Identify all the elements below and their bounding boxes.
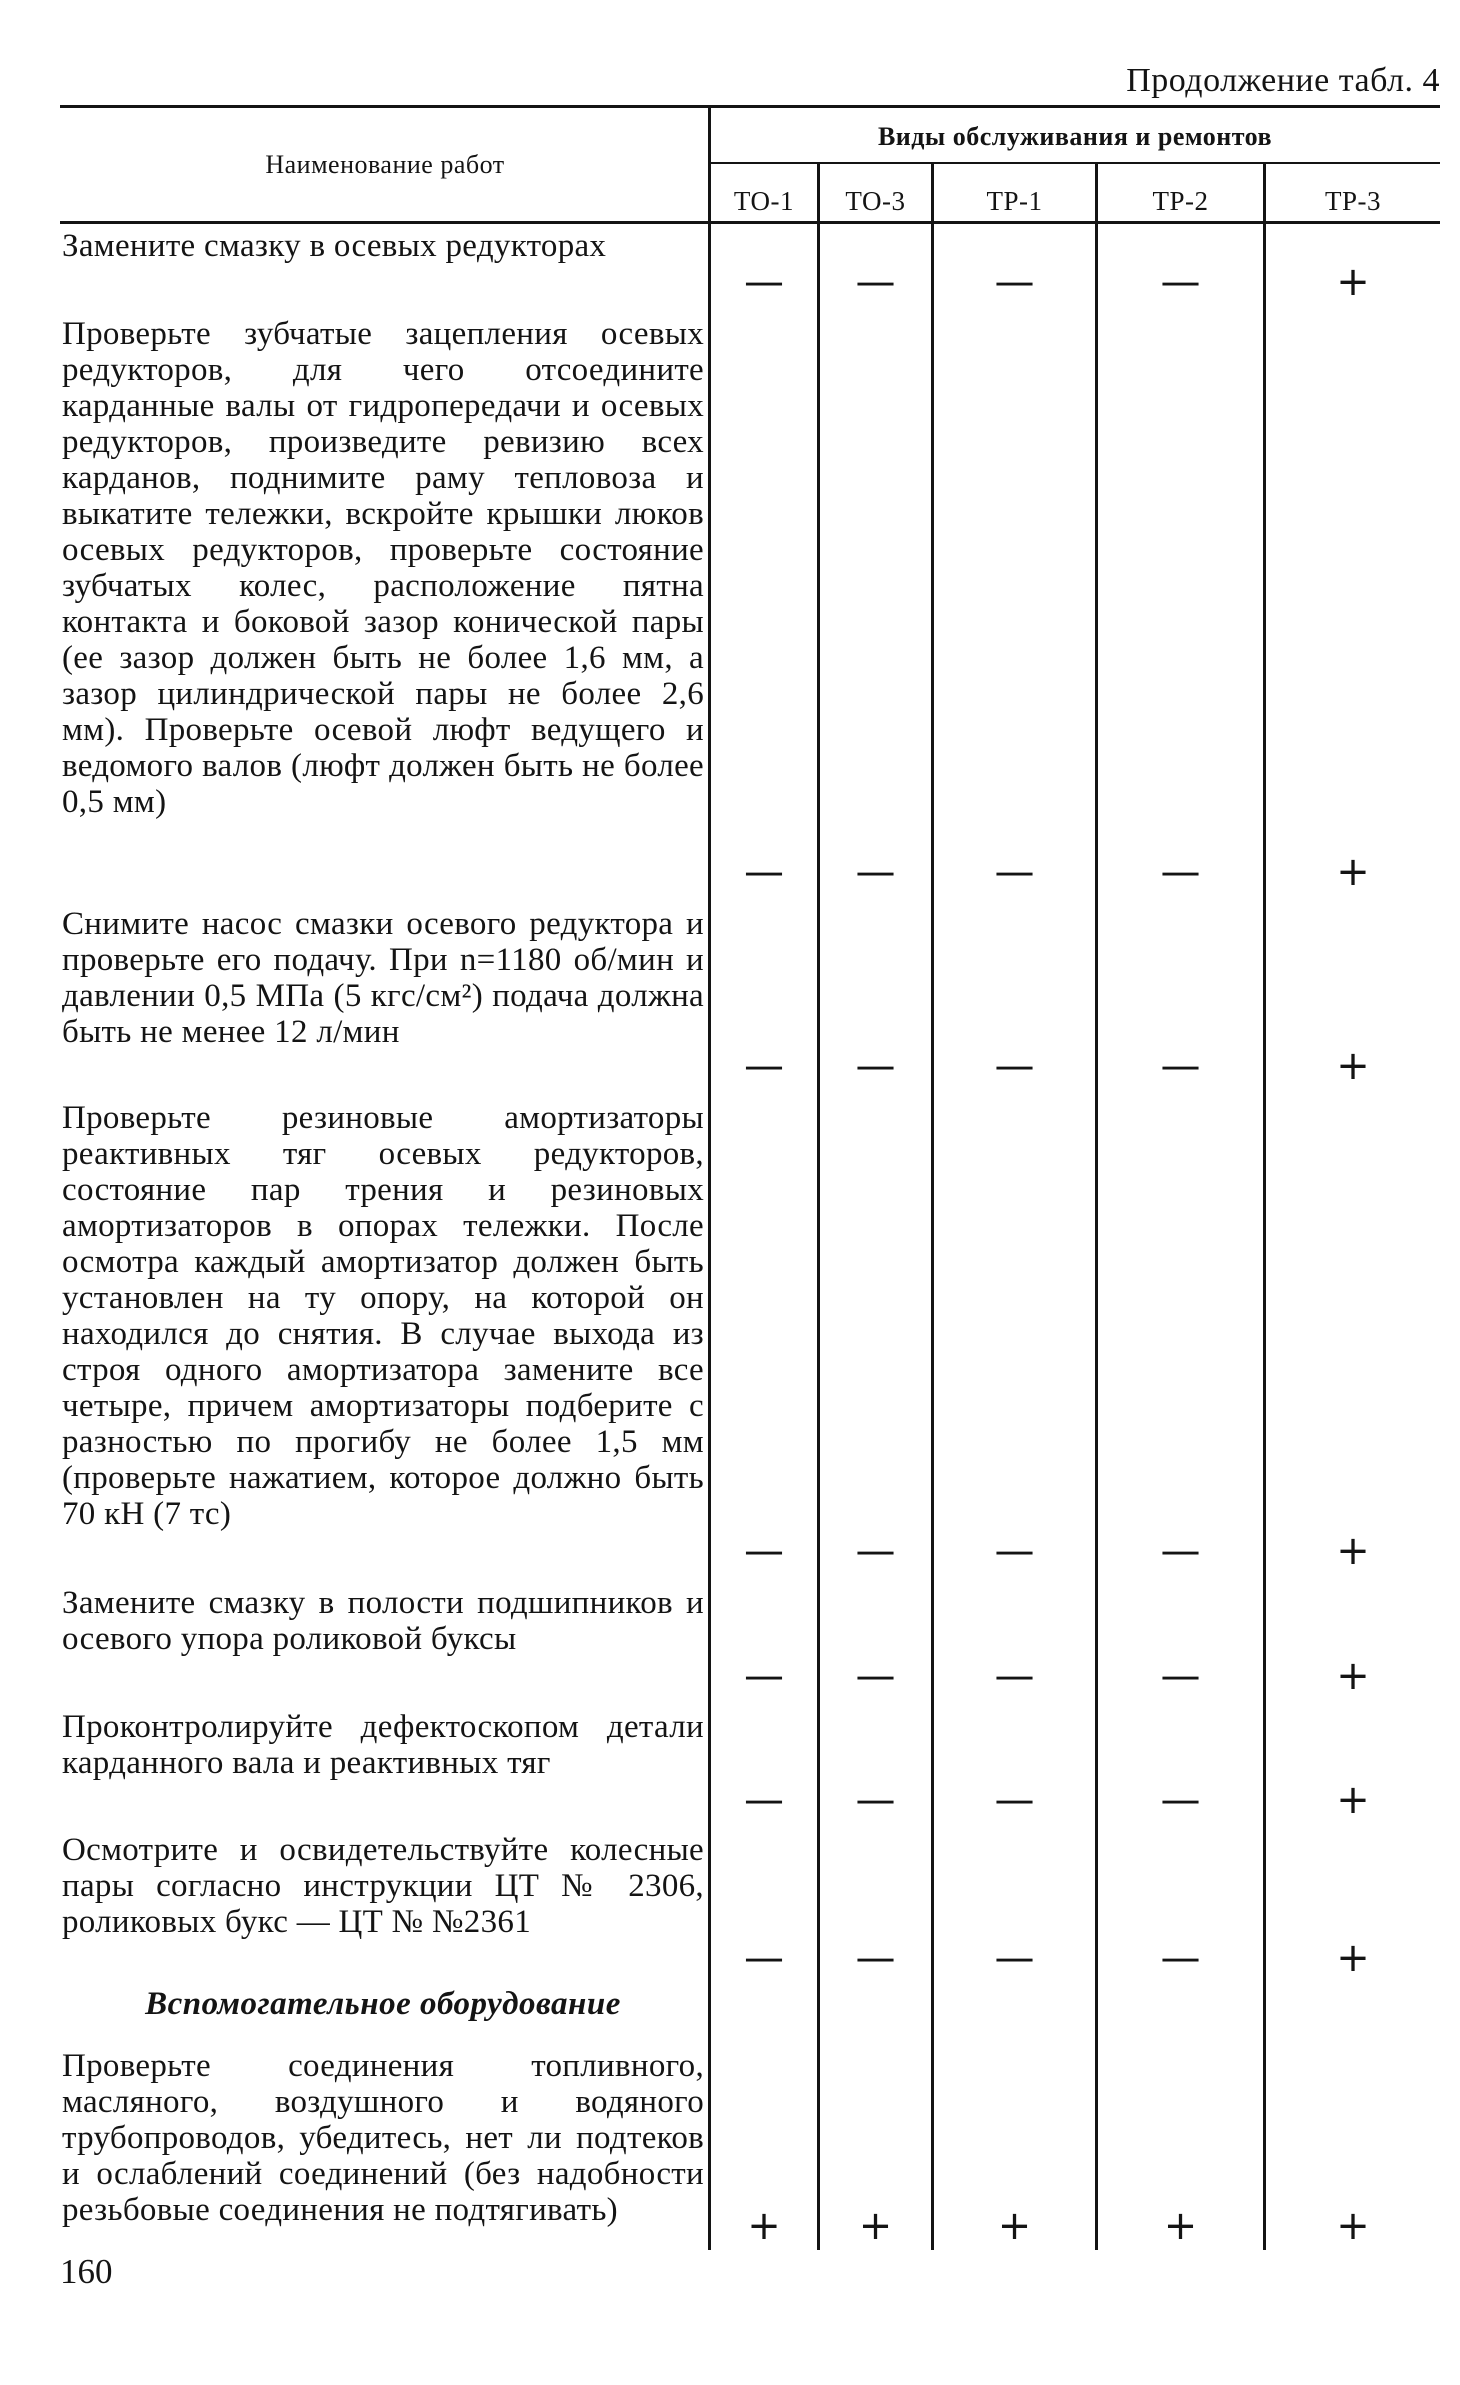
mark-to3: —	[855, 1653, 896, 1699]
mark-tr2: —	[1160, 1528, 1201, 1574]
work-description: Замените смазку в осевых редукторах	[62, 228, 607, 264]
column-divider	[1263, 162, 1266, 2250]
table-caption: Продолжение табл. 4	[1126, 62, 1440, 99]
mark-to3: —	[855, 849, 896, 895]
mark-to3: +	[858, 2203, 893, 2249]
work-description: Проверьте резиновые амортизаторы реактивных тяг осевых редукторов, состояние пар трения и резиновых амортизаторов в опорах тележки. После осмотра каждый амортизатор должен быть установлен на ту опору, на которой он находился до снятия. В случае выхода из строя одного амортизатора замените все четыре, причем амортизаторы подберите с разностью по прогибу не более 1,5 мм (проверьте нажатием, которое должно быть 70 кН (7 тс)	[62, 1100, 704, 1532]
mark-tr1: —	[994, 1528, 1035, 1574]
mark-tr3: +	[1336, 1043, 1370, 1089]
mark-tr2: —	[1160, 259, 1201, 305]
mark-tr2: —	[1160, 1935, 1201, 1981]
column-divider	[931, 162, 934, 2250]
mark-tr1: +	[997, 2203, 1032, 2249]
header-bottom-rule	[60, 221, 1440, 224]
mark-to3: —	[855, 1528, 896, 1574]
mark-tr2: —	[1160, 1653, 1201, 1699]
mark-to1: —	[744, 259, 784, 305]
mark-tr2: —	[1160, 1043, 1201, 1089]
mark-tr3: +	[1336, 849, 1370, 895]
mark-tr1: —	[994, 1043, 1035, 1089]
page-number: 160	[60, 2252, 113, 2291]
mark-to3: —	[855, 259, 896, 305]
work-description: Осмотрите и освидетельствуйте колесные пары согласно инструкции ЦТ № 2306, роликовых букс — ЦТ № №2361	[62, 1832, 704, 1940]
work-description: Проверьте соединения топливного, масляного, воздушного и водяного трубопроводов, убедитесь, нет ли подтеков и ослаблений соединений (без надобности резьбовые соединения не подтягивать)	[62, 2048, 704, 2228]
mark-to1: —	[744, 849, 784, 895]
mark-to3: —	[855, 1777, 896, 1823]
mark-tr3: +	[1336, 1653, 1370, 1699]
mark-tr1: —	[994, 849, 1035, 895]
section-title: Вспомогательное оборудование	[145, 1986, 621, 2022]
header-service-types: Виды обслуживания и ремонтов	[877, 122, 1273, 151]
mark-tr3: +	[1336, 1935, 1370, 1981]
mark-to3: —	[855, 1935, 896, 1981]
mark-to1: +	[747, 2203, 781, 2249]
table-top-rule	[60, 105, 1440, 108]
column-divider	[1095, 162, 1098, 2250]
mark-tr3: +	[1336, 259, 1370, 305]
mark-tr2: —	[1160, 1777, 1201, 1823]
mark-tr3: +	[1336, 1528, 1370, 1574]
work-description: Проверьте зубчатые зацепления осевых редукторов, для чего отсоедините карданные валы от гидропередачи и осевых редукторов, произведите ревизию всех карданов, поднимите раму тепловоза и выкатите тележки, вскройте крышки люков осевых редукторов, проверьте состояние зубчатых колес, расположение пятна контакта и боковой зазор конической пары (ее зазор должен быть не более 1,6 мм, а зазор цилиндрической пары не более 2,6 мм). Проверьте осевой люфт ведущего и ведомого валов (люфт должен быть не более 0,5 мм)	[62, 316, 704, 820]
header-work-name: Наименование работ	[265, 150, 505, 179]
mark-tr3: +	[1336, 1777, 1370, 1823]
mark-tr1: —	[994, 1777, 1035, 1823]
header-col-tr2: ТР-2	[1152, 186, 1209, 216]
mark-to1: —	[744, 1777, 784, 1823]
mark-tr1: —	[994, 1935, 1035, 1981]
mark-tr1: —	[994, 1653, 1035, 1699]
header-col-tr1: ТР-1	[986, 186, 1043, 216]
header-col-to3: ТО-3	[845, 186, 906, 216]
mark-tr1: —	[994, 259, 1035, 305]
mark-to3: —	[855, 1043, 896, 1089]
mark-tr3: +	[1336, 2203, 1370, 2249]
mark-tr2: +	[1163, 2203, 1198, 2249]
header-col-to1: ТО-1	[733, 186, 795, 216]
mark-to1: —	[744, 1935, 784, 1981]
work-description: Снимите насос смазки осевого редуктора и проверьте его подачу. При n=1180 об/мин и давлении 0,5 МПа (5 кгс/см²) подача должна быть не менее 12 л/мин	[62, 906, 704, 1050]
mark-to1: —	[744, 1043, 784, 1089]
work-description: Проконтролируйте дефектоскопом детали карданного вала и реактивных тяг	[62, 1709, 704, 1781]
mark-to1: —	[744, 1528, 784, 1574]
column-divider	[817, 162, 820, 2250]
work-description: Замените смазку в полости подшипников и осевого упора роликовой буксы	[62, 1585, 704, 1657]
column-divider	[708, 105, 711, 2250]
mark-tr2: —	[1160, 849, 1201, 895]
header-col-tr3: ТР-3	[1325, 186, 1381, 216]
mark-to1: —	[744, 1653, 784, 1699]
